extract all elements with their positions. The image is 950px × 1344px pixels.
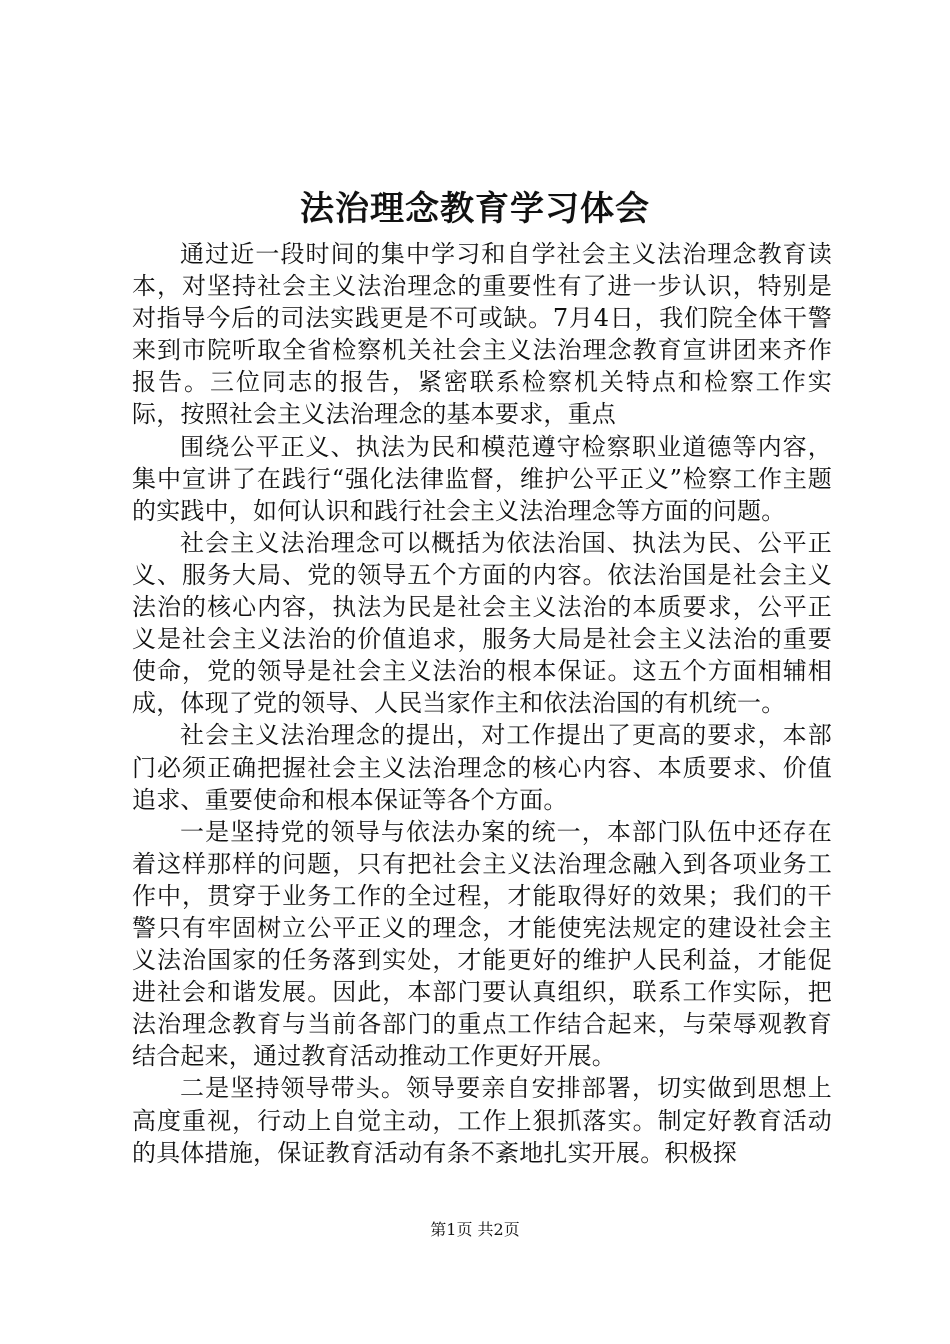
paragraph: 社会主义法治理念的提出，对工作提出了更高的要求，本部门必须正确把握社会主义法治理念的核心内容、本质要求、价值追求、重要使命和根本保证等各个方面。 <box>132 721 832 814</box>
paragraph: 社会主义法治理念可以概括为依法治国、执法为民、公平正义、服务大局、党的领导五个方面的内容。依法治国是社会主义法治的核心内容，执法为民是社会主义法治的本质要求，公平正义是社会主义法治的价值追求，服务大局是社会主义法治的重要使命，党的领导是社会主义法治的根本保证。这五个方面相辅相成，体现了党的领导、人民当家作主和依法治国的有机统一。 <box>132 528 832 718</box>
paragraph: 二是坚持领导带头。领导要亲自安排部署，切实做到思想上高度重视，行动上自觉主动，工作上狠抓落实。制定好教育活动的具体措施，保证教育活动有条不紊地扎实开展。积极探 <box>132 1074 832 1167</box>
paragraph: 一是坚持党的领导与依法办案的统一，本部门队伍中还存在着这样那样的问题，只有把社会主义法治理念融入到各项业务工作中，贯穿于业务工作的全过程，才能取得好的效果；我们的干警只有牢固树立公平正义的理念，才能使宪法规定的建设社会主义法治国家的任务落到实处，才能更好的维护人民利益，才能促进社会和谐发展。因此，本部门要认真组织，联系工作实际，把法治理念教育与当前各部门的重点工作结合起来，与荣辱观教育结合起来，通过教育活动推动工作更好开展。 <box>132 817 832 1071</box>
paragraph: 通过近一段时间的集中学习和自学社会主义法治理念教育读本，对坚持社会主义法治理念的重要性有了进一步认识，特别是对指导今后的司法实践更是不可或缺。7月4日，我们院全体干警来到市院听取全省检察机关社会主义法治理念教育宣讲团来齐作报告。三位同志的报告，紧密联系检察机关特点和检察工作实际，按照社会主义法治理念的基本要求，重点 <box>132 240 832 429</box>
paragraph: 围绕公平正义、执法为民和模范遵守检察职业道德等内容，集中宣讲了在践行“强化法律监督，维护公平正义”检察工作主题的实践中，如何认识和践行社会主义法治理念等方面的问题。 <box>132 432 832 525</box>
document-body <box>132 238 832 1169</box>
page-footer: 第1页 共2页 <box>430 1220 520 1239</box>
document-title: 法治理念教育学习体会 <box>300 189 650 229</box>
